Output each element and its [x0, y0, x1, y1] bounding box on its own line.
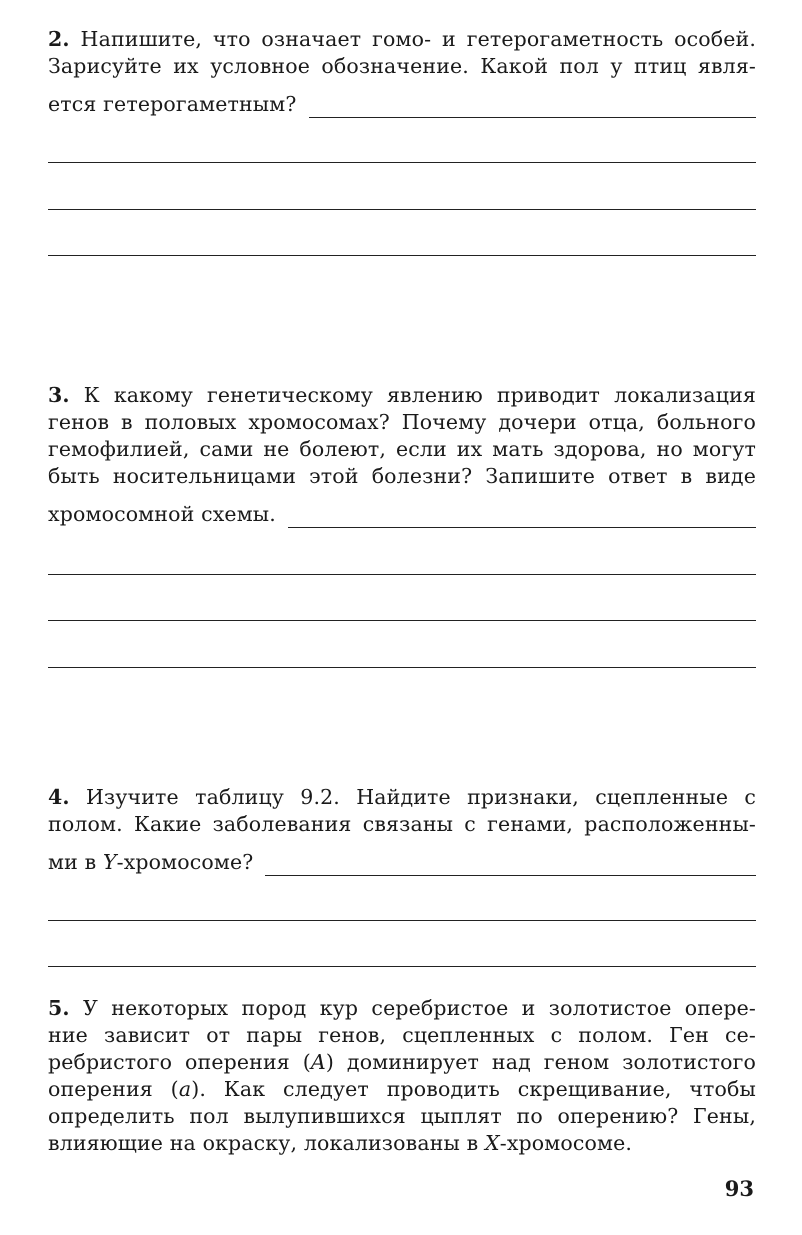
task-3-line-2: генов в половых хромосомах? Почему дочери отца, больного	[48, 410, 756, 434]
task-2-answer-line-1[interactable]	[48, 162, 756, 163]
task-2-answer-blank[interactable]	[309, 97, 756, 118]
task-3-question	[48, 382, 756, 490]
task-4-prompt-part-1: ми в	[48, 850, 103, 874]
task-5-line-3-a: ребристого оперения (	[48, 1050, 311, 1074]
task-3-answer-line-3[interactable]	[48, 667, 756, 668]
task-5-line-2: ние зависит от пары генов, сцепленных с полом. Ген се-	[48, 1023, 756, 1047]
task-5-line-6	[48, 1130, 756, 1157]
task-4-line-2: полом. Какие заболевания связаны с генами, расположенны-	[48, 812, 756, 836]
task-5-line-3	[48, 1049, 756, 1076]
task-4-number: 4.	[48, 785, 70, 809]
task-5-gene-a: a	[178, 1077, 192, 1101]
task-5-line-6-c: -хромосоме.	[499, 1131, 633, 1155]
task-4-answer-line-2[interactable]	[48, 966, 756, 967]
task-5-line-4-c: ). Как следует проводить скрещивание, чтобы	[191, 1077, 756, 1101]
task-3-prompt-row	[48, 501, 756, 528]
task-5-text-1: У некоторых пород кур серебристое и золотистое опере-	[69, 996, 756, 1020]
task-4-prompt-y: Y	[102, 850, 117, 874]
task-2-question	[48, 26, 756, 80]
task-3-line-3: гемофилией, сами не болеют, если их мать здорова, но могут	[48, 437, 756, 461]
task-4-answer-line-1[interactable]	[48, 920, 756, 921]
task-4-prompt-part-2: -хромосоме?	[116, 850, 254, 874]
task-5	[48, 995, 756, 1157]
task-2-prompt: ется гетерогаметным?	[48, 92, 297, 116]
task-5-line-5: определить пол вылупившихся цыплят по оперению? Гены,	[48, 1104, 756, 1128]
page-number: 93	[724, 1176, 754, 1201]
task-3-line-1	[48, 382, 756, 409]
task-5-question	[48, 995, 756, 1157]
task-5-number: 5.	[48, 996, 70, 1020]
task-2-line-1	[48, 26, 756, 53]
task-2-number: 2.	[48, 27, 70, 51]
task-3-line-4: быть носительницами этой болезни? Запишите ответ в виде	[48, 464, 756, 488]
task-3-prompt: хромосомной схемы.	[48, 502, 276, 526]
task-4-prompt-row	[48, 849, 756, 876]
task-5-line-6-a: влияющие на окраску, локализованы в	[48, 1131, 485, 1155]
task-2-answer-line-2[interactable]	[48, 209, 756, 210]
task-5-line-1	[48, 995, 756, 1022]
task-3	[48, 382, 756, 528]
task-3-answer-blank[interactable]	[288, 507, 756, 528]
task-5-gene-A: A	[310, 1050, 326, 1074]
task-5-line-4-a: оперения (	[48, 1077, 179, 1101]
task-4-prompt	[48, 849, 253, 876]
task-3-text-1: К какому генетическому явлению приводит локализация	[69, 383, 756, 407]
task-2	[48, 26, 756, 118]
task-5-line-3-c: ) доминирует над геном золотистого	[325, 1050, 756, 1074]
task-2-answer-line-3[interactable]	[48, 255, 756, 256]
task-4-text-1: Изучите таблицу 9.2. Найдите признаки, сцепленные с	[69, 785, 756, 809]
task-4-question	[48, 784, 756, 838]
task-2-line-2: Зарисуйте их условное обозначение. Какой пол у птиц явля-	[48, 54, 756, 78]
task-3-answer-line-2[interactable]	[48, 620, 756, 621]
task-5-x-chromosome: X	[485, 1131, 500, 1155]
task-5-line-4	[48, 1076, 756, 1103]
task-4	[48, 784, 756, 876]
task-4-answer-blank[interactable]	[265, 855, 756, 876]
task-4-line-1	[48, 784, 756, 811]
task-2-prompt-row	[48, 91, 756, 118]
task-3-number: 3.	[48, 383, 70, 407]
task-2-text-1: Напишите, что означает гомо- и гетерогаметность особей.	[69, 27, 756, 51]
task-3-answer-line-1[interactable]	[48, 574, 756, 575]
